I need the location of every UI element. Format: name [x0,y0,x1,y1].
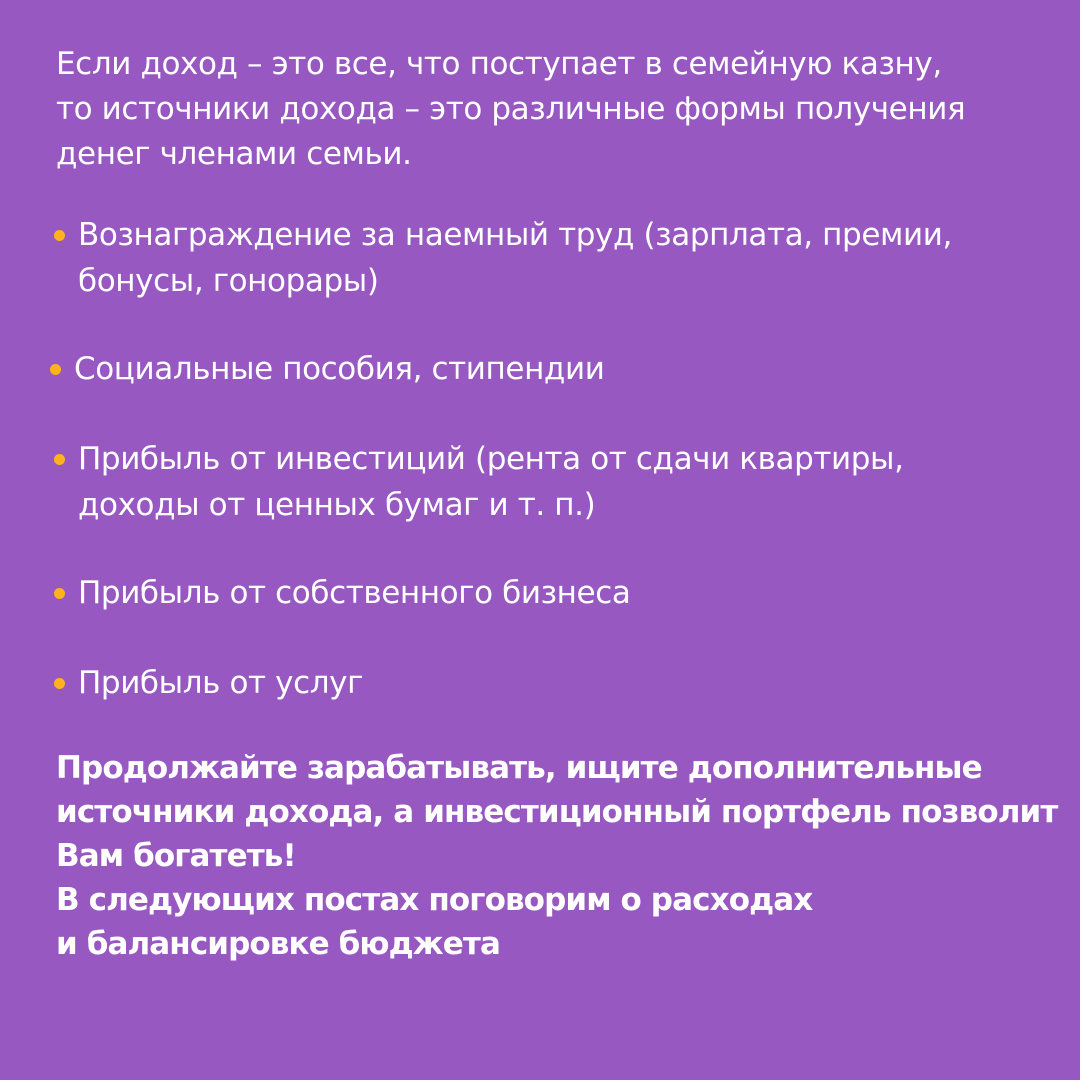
income-source-text [78,570,630,616]
closing-line: Вам богатеть! [56,838,296,874]
income-source-text [78,436,904,528]
bullet-dot-icon [54,588,65,599]
intro-paragraph [56,42,1066,177]
income-source-line: Прибыль от услуг [78,665,363,701]
bullet-dot-icon [50,364,61,375]
income-source-line: Вознаграждение за наемный труд (зарплата, премии, [78,217,952,253]
income-source-text [78,660,363,706]
bullet-dot-icon [54,230,65,241]
closing-paragraph [56,746,1066,966]
income-source-line: доходы от ценных бумаг и т. п.) [78,487,596,523]
income-source-text [74,346,604,392]
closing-line: источники дохода, а инвестиционный портфель позволит [56,794,1058,830]
income-source-line: бонусы, гонорары) [78,263,379,299]
income-source-line: Прибыль от собственного бизнеса [78,575,631,611]
income-source-line: Социальные пособия, стипендии [74,351,605,387]
intro-line: Если доход – это все, что поступает в семейную казну, [56,46,942,82]
intro-line: то источники дохода – это различные формы получения [56,91,966,127]
bullet-dot-icon [54,678,65,689]
closing-line: В следующих постах поговорим о расходах [56,882,813,918]
income-source-line: Прибыль от инвестиций (рента от сдачи квартиры, [78,441,904,477]
income-source-text [78,212,952,304]
closing-line: Продолжайте зарабатывать, ищите дополнительные [56,750,982,786]
intro-line: денег членами семьи. [56,136,412,172]
bullet-dot-icon [54,454,65,465]
closing-line: и балансировке бюджета [56,926,500,962]
